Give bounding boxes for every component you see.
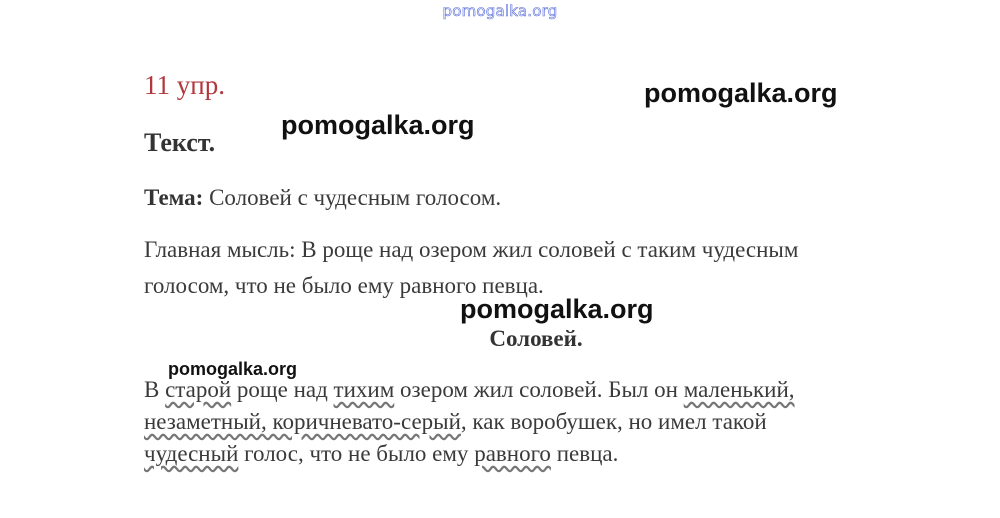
story-line-3: чудесный голос, что не было ему равного певца. xyxy=(144,441,619,466)
underlined-word: чудесный xyxy=(144,441,239,466)
watermark-top: pomogalka.org xyxy=(442,2,558,20)
underlined-word: старой xyxy=(165,377,232,402)
topic-value: Соловей с чудесным голосом. xyxy=(203,185,502,210)
underlined-word: тихим xyxy=(333,377,395,402)
watermark-center: pomogalka.org xyxy=(460,294,654,324)
text-heading: Текст. xyxy=(144,128,216,157)
story-line-2: незаметный, коричневато-серый, как воробушек, но имел такой xyxy=(144,409,767,434)
exercise-number: 11 упр. xyxy=(144,70,225,100)
main-idea-line-1: Главная мысль: В роще над озером жил соловей с таким чудесным xyxy=(144,237,799,262)
main-idea-line-2: голосом, что не было ему равного певца. xyxy=(144,273,544,298)
watermark-heading: pomogalka.org xyxy=(281,110,475,140)
topic-line xyxy=(144,185,501,211)
story-paragraph xyxy=(144,374,795,470)
underlined-word: незаметный, коричневато-серый xyxy=(144,409,461,434)
story-line-1: В старой роще над тихим озером жил соловей. Был он маленький, xyxy=(144,377,795,402)
underlined-word: равного xyxy=(474,441,551,466)
story-title: Соловей. xyxy=(489,326,583,351)
watermark-small: pomogalka.org xyxy=(168,359,298,379)
underlined-word: маленький, xyxy=(683,377,795,402)
topic-label: Тема: xyxy=(144,185,204,210)
watermark-right: pomogalka.org xyxy=(644,78,838,108)
